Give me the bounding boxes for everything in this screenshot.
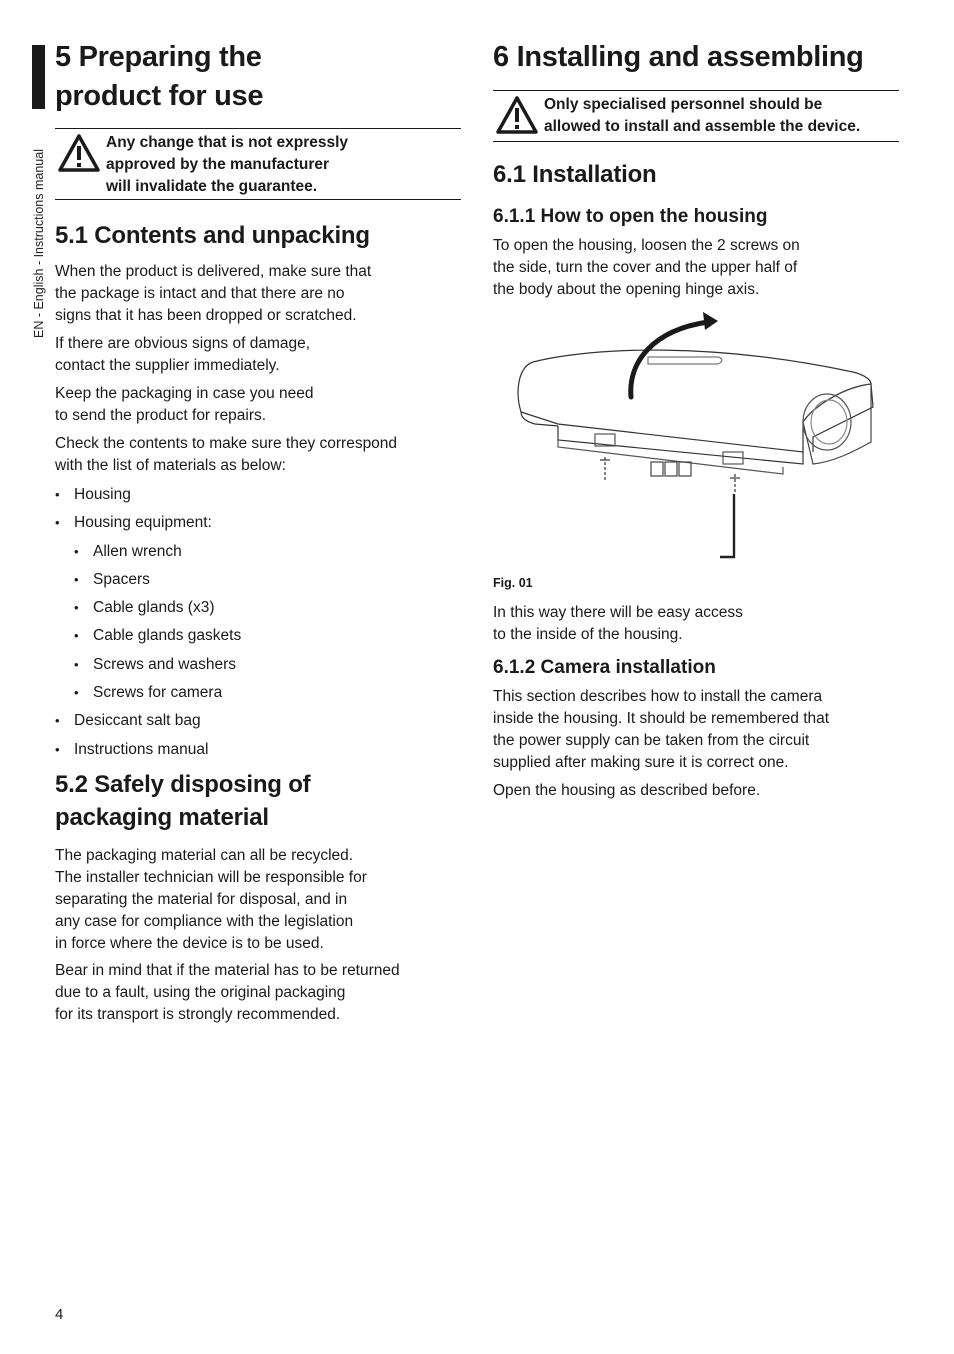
list-item: • Cable glands gaskets (93, 625, 241, 653)
paragraph: Open the housing as described before. (493, 782, 761, 799)
section-6-1-1-title: 6.1.1 How to open the housing (493, 206, 768, 227)
warning-triangle-icon (495, 95, 539, 135)
list-item: • Screws for camera (93, 682, 241, 710)
warning-text: Any change that is not expressly approved by the manufacturer will invalidate the guarantee. (106, 134, 349, 195)
list-item: • Screws and washers (93, 654, 241, 682)
warning-text: Only specialised personnel should be allowed to install and assemble the device. (544, 96, 861, 135)
paragraph: This section describes how to install the camera inside the housing. It should be remembered that the power supply can be taken from the circuit supplied after making sure it is correct one. (493, 688, 830, 771)
paragraph: Keep the packaging in case you need to send the product for repairs. (55, 385, 314, 424)
section-5-title-line-2: product for use (55, 80, 264, 112)
sidebar-label: EN - English - Instructions manual (32, 149, 46, 338)
section-5-title (55, 38, 263, 116)
section-marker-bar (32, 45, 45, 109)
paragraph: Check the contents to make sure they correspond with the list of materials as below: (55, 435, 398, 474)
list-item: • Housing equipment: (74, 512, 222, 540)
section-6-1-title: 6.1 Installation (493, 161, 657, 188)
list-item: • Desiccant salt bag (74, 710, 222, 738)
paragraph: Bear in mind that if the material has to be returned due to a fault, using the original packaging for its transport is strongly recommended. (55, 962, 400, 1023)
warning-triangle-icon (57, 133, 101, 173)
warning-box-personnel (493, 90, 899, 142)
list-item: • Cable glands (x3) (93, 597, 241, 625)
section-6-title: 6 Installing and assembling (493, 41, 864, 73)
paragraph: To open the housing, loosen the 2 screws on the side, turn the cover and the upper half of the body about the opening hinge axis. (493, 237, 800, 298)
paragraph: In this way there will be easy access to the inside of the housing. (493, 604, 743, 643)
figure-caption: Fig. 01 (493, 576, 533, 590)
section-5-title-line-1: 5 Preparing the (55, 41, 262, 73)
paragraph: The packaging material can all be recycled. The installer technician will be responsible for separating the material for disposal, and in any case for compliance with the legislation in force where the device is to be used. (55, 847, 367, 952)
paragraph: If there are obvious signs of damage, contact the supplier immediately. (55, 335, 311, 374)
housing-opening-illustration (513, 312, 883, 567)
page-number: 4 (55, 1306, 64, 1323)
list-item: • Instructions manual (74, 739, 222, 767)
section-6-1-2-title: 6.1.2 Camera installation (493, 657, 716, 678)
list-item: • Allen wrench (93, 541, 241, 569)
paragraph: When the product is delivered, make sure that the package is intact and that there are no signs that it has been dropped or scratched. (55, 263, 372, 324)
warning-box-guarantee (55, 128, 461, 200)
contents-list (74, 484, 242, 767)
section-5-2-title: 5.2 Safely disposing of packaging material (55, 771, 311, 831)
list-item: • Housing (74, 484, 222, 512)
section-5-1-title: 5.1 Contents and unpacking (55, 222, 370, 249)
list-item: • Spacers (93, 569, 241, 597)
